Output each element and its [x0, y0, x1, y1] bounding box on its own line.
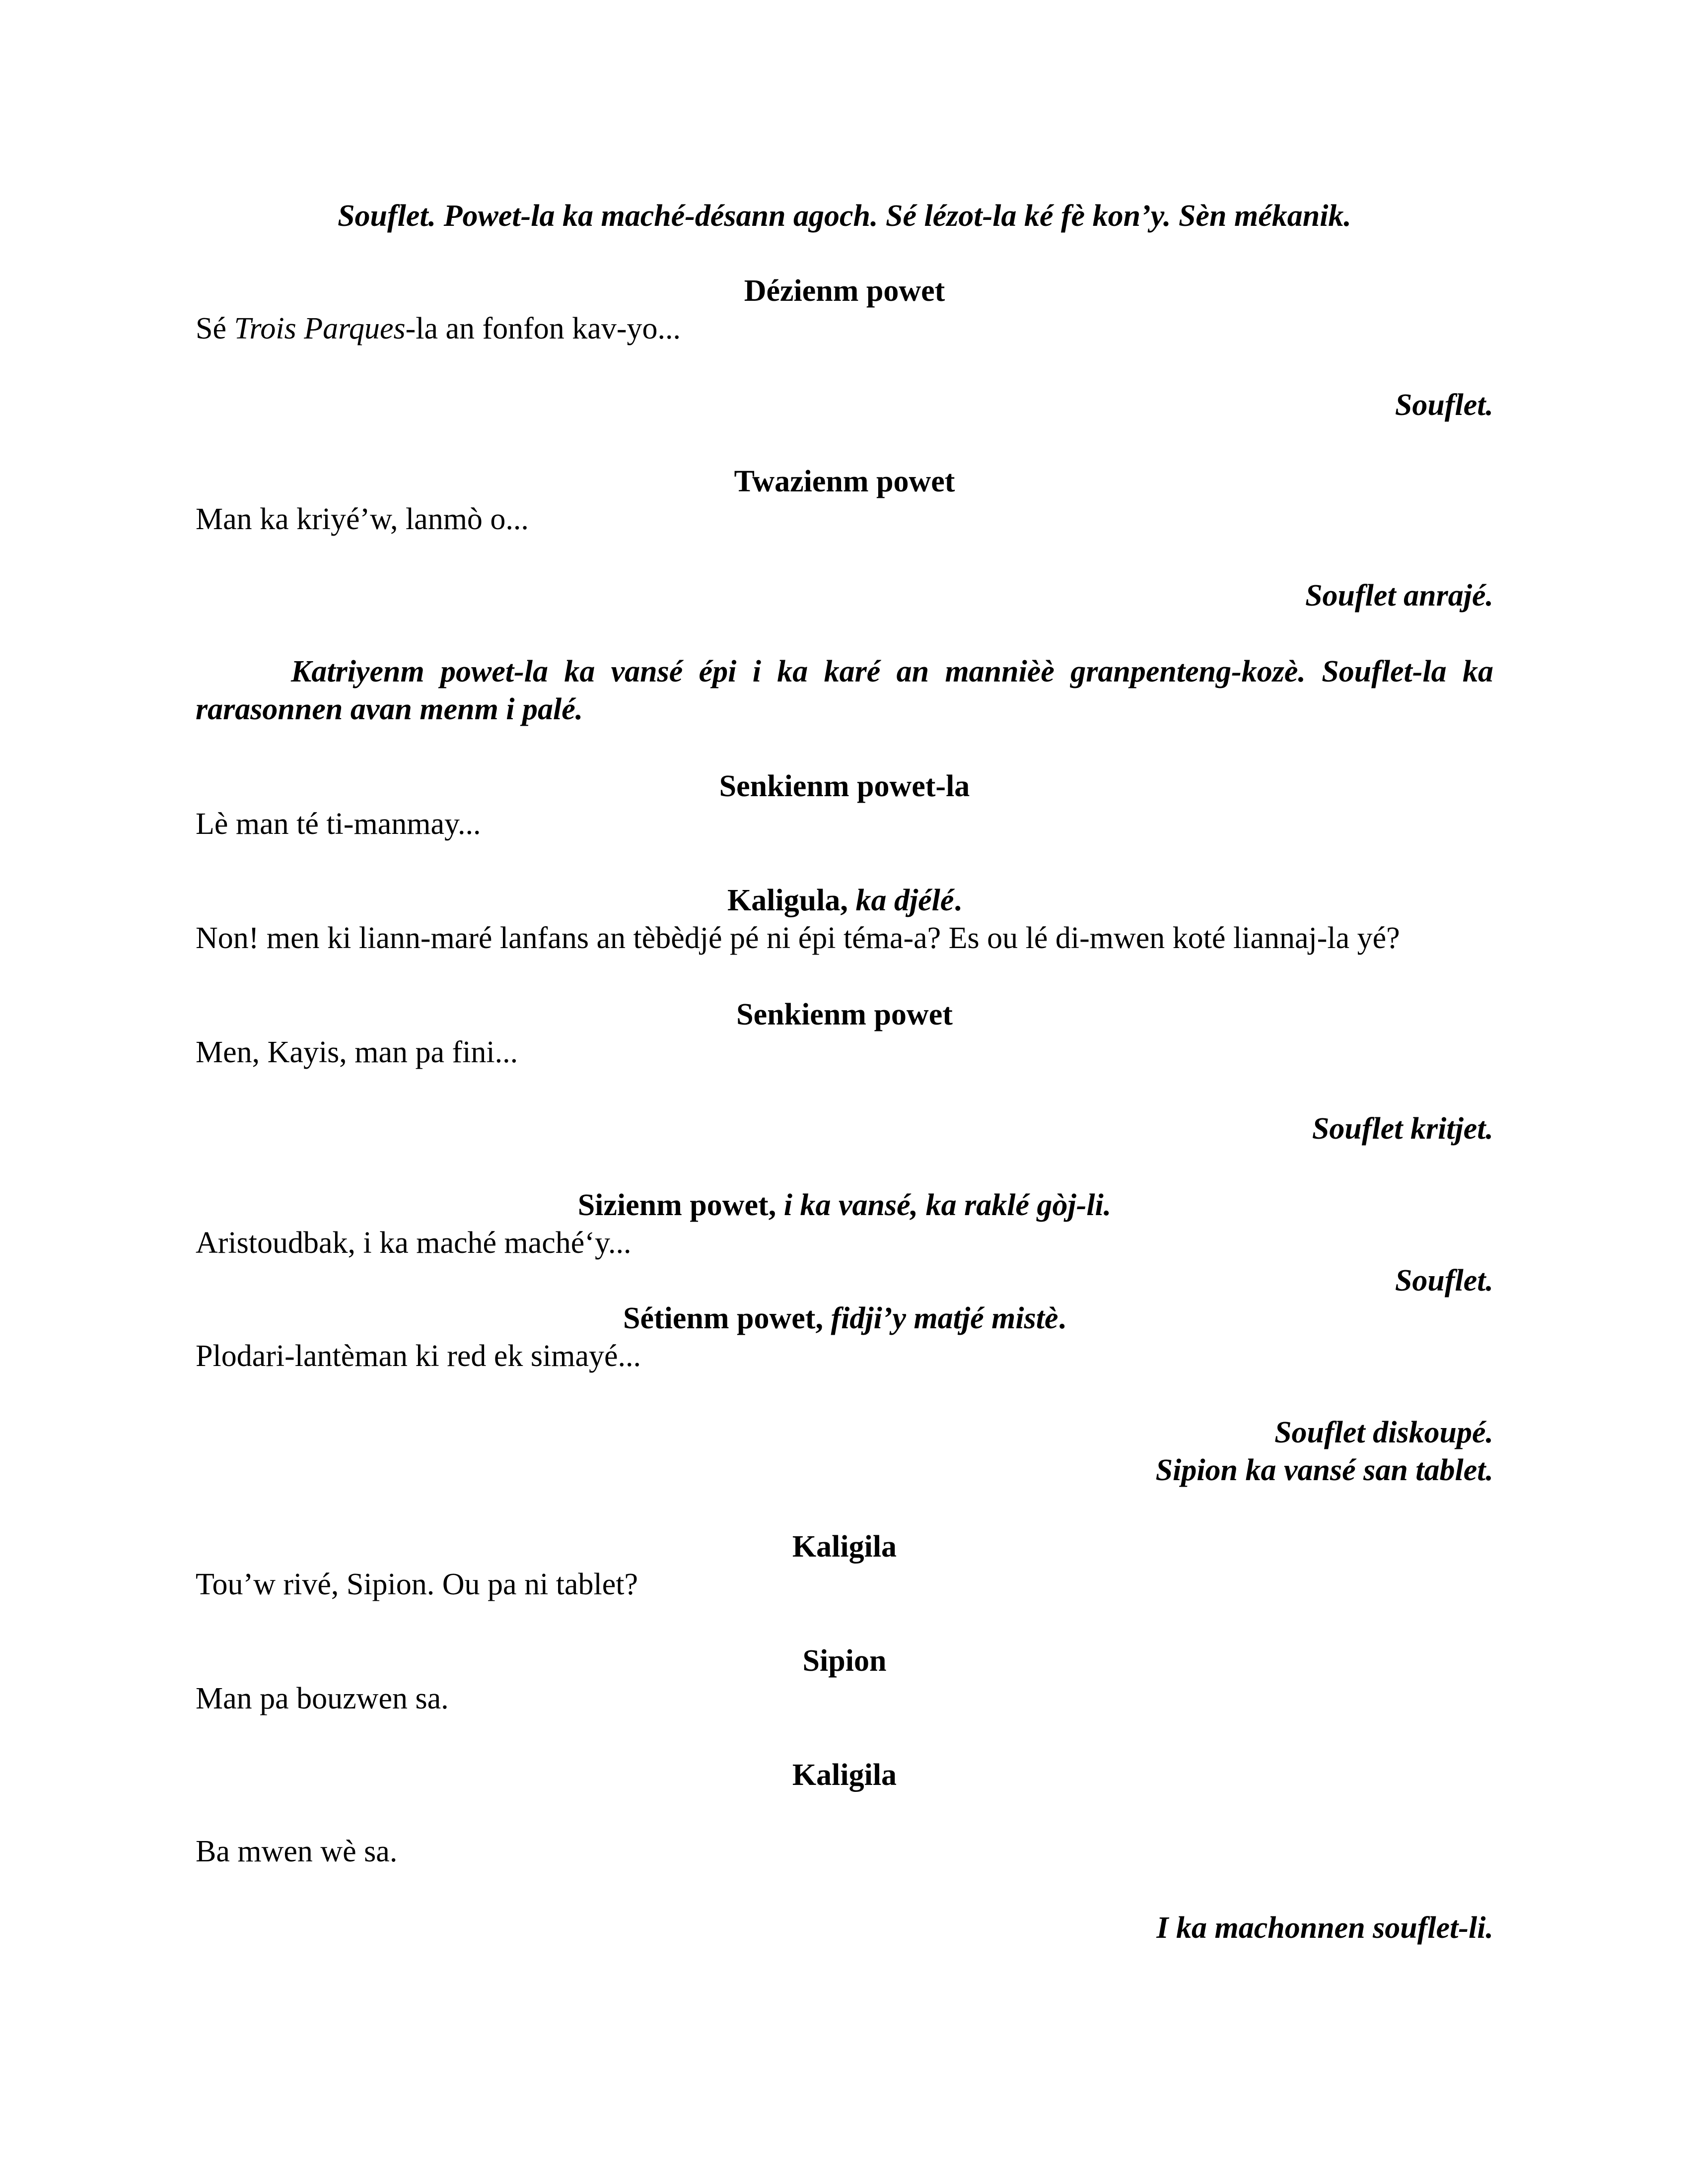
- stage-direction: Souflet anrajé.: [1305, 579, 1493, 613]
- speaker-name: Kaligula,: [727, 884, 848, 917]
- speaker-punct: .: [954, 884, 962, 917]
- stage-direction: Souflet. Powet-la ka maché-désann agoch. Sé lézot-la ké fè kon’y. Sèn mékanik.: [338, 199, 1351, 233]
- stage-direction: Souflet diskoupé.: [1274, 1416, 1493, 1449]
- speaker-name: Dézienm powet: [744, 274, 945, 308]
- dialogue-line: Man pa bouzwen sa.: [196, 1682, 449, 1715]
- speaker-name: Twazienm powet: [734, 465, 955, 498]
- speaker-name: Kaligila: [792, 1530, 897, 1564]
- stage-direction: Souflet kritjet.: [1312, 1112, 1493, 1146]
- speaker-heading: [196, 882, 1493, 919]
- stage-direction: Sipion ka vansé san tablet.: [1155, 1453, 1493, 1487]
- speaker-name: Senkienm powet-la: [719, 769, 970, 803]
- dialogue-line: Non! men ki liann-maré lanfans an tèbèdjé pé ni épi téma-a? Es ou lé di-mwen koté liannaj-la yé?: [196, 921, 1400, 955]
- dialogue-line: Ba mwen wè sa.: [196, 1835, 398, 1868]
- dialogue-title: Trois Parques: [234, 312, 406, 345]
- speaker-direction: ka djélé: [855, 884, 954, 917]
- speaker-direction: fidji’y matjé mistè: [831, 1301, 1058, 1335]
- dialogue-line: Lè man té ti-manmay...: [196, 807, 481, 841]
- dialogue-line: Plodari-lantèman ki red ek simayé...: [196, 1339, 641, 1373]
- speaker-name: Sizienm powet,: [577, 1188, 776, 1222]
- speaker-name: Sipion: [802, 1644, 887, 1678]
- stage-direction: I ka machonnen souflet-li.: [1156, 1911, 1493, 1945]
- speaker-heading: [196, 1299, 1493, 1337]
- speaker-punct: .: [1058, 1301, 1066, 1335]
- speaker-direction: i ka vansé, ka raklé gòj-li.: [783, 1188, 1112, 1222]
- dialogue-line: Man ka kriyé’w, lanmò o...: [196, 502, 529, 536]
- stage-direction: Souflet.: [1395, 388, 1493, 422]
- speaker-name: Senkienm powet: [736, 998, 953, 1031]
- dialogue-line: Tou’w rivé, Sipion. Ou pa ni tablet?: [196, 1568, 638, 1601]
- dialogue-line: [196, 310, 1493, 347]
- speaker-name: Kaligila: [792, 1758, 897, 1792]
- speaker-name: Sétienm powet,: [623, 1301, 823, 1335]
- dialogue-text: Sé: [196, 312, 234, 345]
- stage-direction-paragraph: Katriyenm powet-la ka vansé épi i ka karé an mannièè granpenteng-kozè. Souflet-la ka rarasonnen avan menm i palé.: [196, 655, 1493, 726]
- dialogue-line: Aristoudbak, i ka maché maché‘y...: [196, 1226, 632, 1260]
- stage-direction: Souflet.: [1395, 1264, 1493, 1297]
- dialogue-line: Men, Kayis, man pa fini...: [196, 1035, 518, 1069]
- speaker-heading: [196, 1186, 1493, 1224]
- dialogue-text: -la an fonfon kav-yo...: [405, 312, 681, 345]
